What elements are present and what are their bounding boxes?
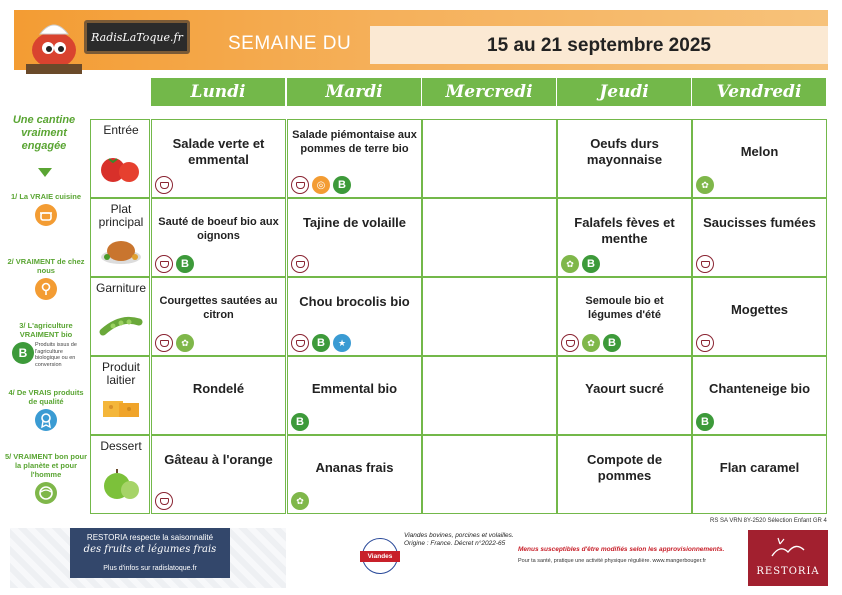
day-header-mardi: Mardi	[287, 78, 421, 106]
category-garniture	[90, 277, 150, 356]
local-map-pin-icon	[35, 278, 57, 300]
category-label: Plat principal	[98, 202, 144, 229]
menu-cell-mercredi-plat-principal	[422, 198, 557, 277]
dish-name: Rondelé	[192, 381, 245, 396]
cooking-pot-icon	[696, 255, 714, 273]
menu-cell-jeudi-produit-laitier	[557, 356, 692, 435]
date-box	[370, 26, 828, 64]
more-info-link[interactable]: Plus d'infos sur radislatoque.fr	[103, 565, 197, 572]
down-arrow-icon	[38, 168, 52, 177]
seasonality-line-2: des fruits et légumes frais	[83, 544, 217, 555]
label-tags	[696, 255, 714, 273]
deer-logo-icon	[766, 536, 810, 562]
label-tags	[291, 255, 309, 273]
bio-icon: B	[176, 255, 194, 273]
label-tags	[696, 413, 714, 431]
dish-name: Yaourt sucré	[585, 381, 664, 396]
menu-cell-mercredi-garniture	[422, 277, 557, 356]
planet-icon: ✿	[582, 334, 600, 352]
day-header-mercredi: Mercredi	[422, 78, 556, 106]
menu-cell-mardi-dessert	[287, 435, 422, 514]
category-dessert	[90, 435, 150, 514]
quality-label-icon: ★	[333, 334, 351, 352]
label-tags	[696, 334, 714, 352]
menu-cell-mercredi-entree	[422, 119, 557, 198]
menu-change-note: Menus susceptibles d'être modifiés selon les approvisionnements.	[518, 546, 725, 553]
brand-chalkboard	[84, 20, 190, 54]
restoria-logo	[748, 530, 828, 586]
menu-cell-jeudi-dessert	[557, 435, 692, 514]
dish-name: Tajine de volaille	[302, 215, 407, 230]
dish-name: Sauté de boeuf bio aux oignons	[158, 216, 279, 242]
menu-cell-mardi-produit-laitier	[287, 356, 422, 435]
menu-cell-lundi-entree	[151, 119, 286, 198]
apple-icon	[99, 466, 143, 502]
dish-name: Flan caramel	[719, 460, 800, 475]
cooking-pot-icon	[155, 255, 173, 273]
menu-cell-jeudi-garniture	[557, 277, 692, 356]
dish-name: Courgettes sautées au citron	[159, 295, 278, 321]
bio-icon: B	[333, 176, 351, 194]
dish-name: Gâteau à l'orange	[164, 452, 273, 467]
dish-name: Chanteneige bio	[708, 381, 811, 396]
category-entree	[90, 119, 150, 198]
menu-cell-vendredi-produit-laitier	[692, 356, 827, 435]
dish-name: Compote de pommes	[586, 452, 663, 483]
label-tags	[155, 176, 173, 194]
seasonality-line-1: RESTORIA respecte la saisonnalité	[86, 533, 214, 542]
reference-code: RS SA VRN 8Y-2520 Sélection Enfant GR 4	[710, 518, 827, 524]
sidebar-item-label: 4/ De VRAIS produits de qualité	[8, 388, 84, 406]
dish-name: Ananas frais	[315, 460, 394, 475]
sidebar-item-cuisine	[4, 192, 88, 226]
dish-name: Semoule bio et légumes d'été	[585, 295, 664, 321]
cooking-pot-icon	[696, 334, 714, 352]
dish-name: Saucisses fumées	[703, 215, 816, 230]
restoria-name: RESTORIA	[756, 566, 820, 577]
seasonality-box	[70, 528, 230, 578]
cooking-pot-icon	[155, 176, 173, 194]
category-label: Garniture	[95, 281, 147, 295]
planet-icon: ✿	[291, 492, 309, 510]
dish-name: Salade verte et emmental	[172, 136, 265, 167]
label-tags	[561, 255, 600, 273]
category-label: Entrée	[103, 123, 139, 137]
menu-cell-vendredi-garniture	[692, 277, 827, 356]
label-tags	[155, 492, 173, 510]
label-tags	[291, 413, 309, 431]
sidebar-item-label: 5/ VRAIMENT bon pour la planète et pour l'homme	[4, 452, 88, 479]
dish-name: Chou brocolis bio	[299, 294, 410, 309]
label-tags	[155, 255, 194, 273]
bio-icon: B	[582, 255, 600, 273]
tomato-icon	[99, 150, 143, 186]
bio-note: Produits issus de l'agriculture biologique ou en conversion	[35, 342, 77, 368]
dish-name: Falafels fèves et menthe	[574, 215, 675, 246]
viandes-francaises-logo	[362, 538, 398, 574]
category-plat-principal	[90, 198, 150, 277]
cheese-icon	[99, 389, 143, 425]
cooking-pot-icon	[561, 334, 579, 352]
viandes-origin-text: Viandes bovines, porcines et volailles. Origine : France. Décret n°2022-65	[404, 532, 514, 547]
week-label: SEMAINE DU	[228, 33, 352, 54]
menu-cell-lundi-plat-principal	[151, 198, 286, 277]
day-header-vendredi: Vendredi	[692, 78, 826, 106]
label-tags	[291, 492, 309, 510]
cooking-pot-icon	[155, 492, 173, 510]
sidebar-item-planet	[4, 452, 88, 504]
day-header-lundi: Lundi	[151, 78, 285, 106]
sidebar-item-label: 1/ La VRAIE cuisine	[10, 192, 82, 201]
bio-icon: B	[312, 334, 330, 352]
cooking-pot-icon	[291, 334, 309, 352]
menu-cell-mercredi-dessert	[422, 435, 557, 514]
date-range: 15 au 21 septembre 2025	[487, 35, 711, 56]
local-map-pin-icon: ◎	[312, 176, 330, 194]
bio-icon: B	[603, 334, 621, 352]
sidebar-item-local	[4, 257, 88, 300]
sidebar-item-label: 3/ L'agriculture VRAIMENT bio	[19, 321, 73, 339]
menu-cell-vendredi-dessert	[692, 435, 827, 514]
category-label: Dessert	[100, 439, 142, 453]
sidebar-item-label: 2/ VRAIMENT de chez nous	[7, 257, 85, 275]
day-header-jeudi: Jeudi	[557, 78, 691, 106]
menu-grid	[90, 78, 828, 514]
bio-icon: B	[291, 413, 309, 431]
cooking-pot-icon	[35, 204, 57, 226]
menu-cell-lundi-dessert	[151, 435, 286, 514]
menu-cell-lundi-garniture	[151, 277, 286, 356]
health-note: Pour ta santé, pratique une activité physique régulière. www.mangerbouger.fr	[518, 558, 707, 564]
quality-label-icon	[35, 409, 57, 431]
dish-name: Oeufs durs mayonnaise	[586, 136, 663, 167]
menu-cell-mardi-entree	[287, 119, 422, 198]
menu-cell-lundi-produit-laitier	[151, 356, 286, 435]
cooking-pot-icon	[291, 176, 309, 194]
dish-name: Melon	[740, 144, 779, 159]
label-tags	[696, 176, 714, 194]
brand-name: RadisLaToque.fr	[91, 30, 183, 44]
planet-icon: ✿	[561, 255, 579, 273]
roast-chicken-icon	[99, 231, 143, 267]
planet-icon: ✿	[696, 176, 714, 194]
category-produit-laitier	[90, 356, 150, 435]
pea-pod-icon	[99, 308, 143, 344]
menu-cell-jeudi-plat-principal	[557, 198, 692, 277]
menu-cell-jeudi-entree	[557, 119, 692, 198]
category-label: Produit laitier	[101, 360, 141, 387]
planet-icon: ✿	[176, 334, 194, 352]
dish-name: Emmental bio	[311, 381, 398, 396]
menu-cell-vendredi-entree	[692, 119, 827, 198]
dish-name: Mogettes	[730, 302, 789, 317]
cooking-pot-icon	[155, 334, 173, 352]
planet-icon	[35, 482, 57, 504]
menu-cell-mercredi-produit-laitier	[422, 356, 557, 435]
label-tags	[291, 334, 351, 352]
bio-icon: B	[696, 413, 714, 431]
sidebar-title: Une cantine vraiment engagée	[12, 114, 76, 152]
menu-cell-mardi-plat-principal	[287, 198, 422, 277]
chef-radish-mascot-icon	[18, 12, 88, 80]
dish-name: Salade piémontaise aux pommes de terre bio	[292, 129, 417, 155]
label-tags	[561, 334, 621, 352]
viandes-logo-label: Viandes	[360, 551, 400, 562]
sidebar-item-qualite	[4, 388, 88, 431]
cooking-pot-icon	[291, 255, 309, 273]
label-tags	[155, 334, 194, 352]
label-tags	[291, 176, 351, 194]
menu-cell-vendredi-plat-principal	[692, 198, 827, 277]
bio-icon: B	[12, 342, 34, 364]
menu-cell-mardi-garniture	[287, 277, 422, 356]
